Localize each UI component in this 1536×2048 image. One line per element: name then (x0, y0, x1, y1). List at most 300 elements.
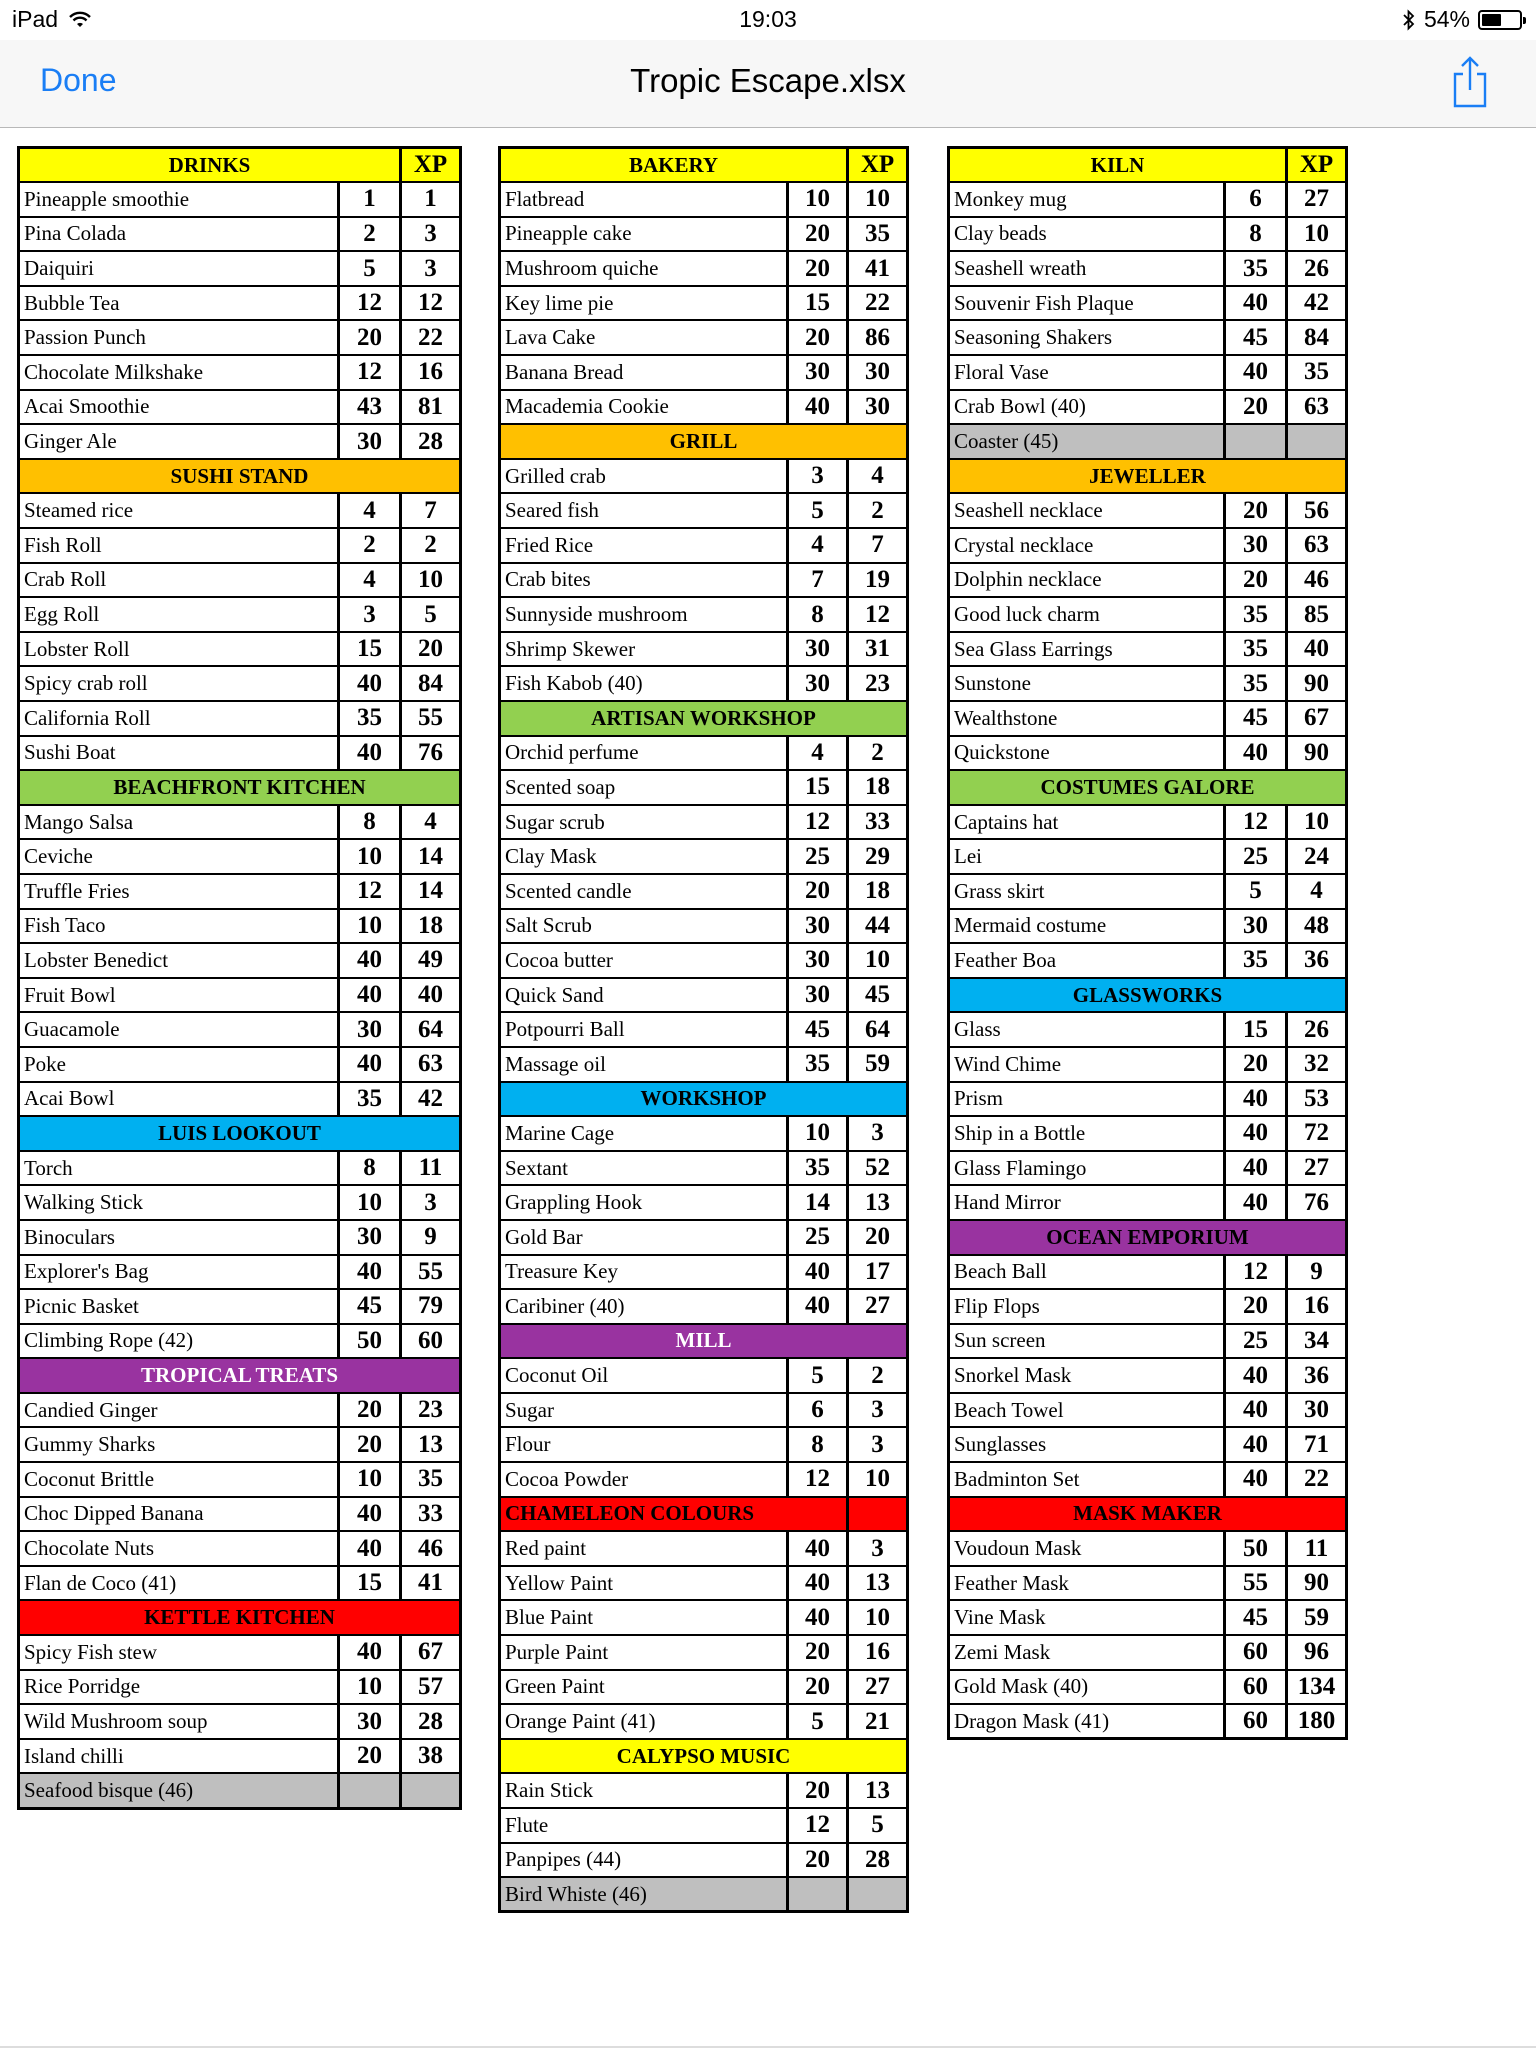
quantity-cell[interactable]: 40 (1225, 1358, 1287, 1393)
item-name-cell[interactable]: Pina Colada (19, 217, 339, 252)
quantity-cell[interactable]: 30 (788, 666, 848, 701)
quantity-cell[interactable]: 40 (339, 666, 401, 701)
quantity-cell[interactable]: 8 (788, 1427, 848, 1462)
quantity-cell[interactable]: 40 (1225, 1116, 1287, 1151)
quantity-cell[interactable]: 45 (1225, 1600, 1287, 1635)
section-title[interactable]: MASK MAKER (949, 1497, 1347, 1532)
quantity-cell[interactable]: 12 (1225, 805, 1287, 840)
quantity-cell[interactable]: 25 (1225, 1324, 1287, 1359)
quantity-cell[interactable]: 40 (339, 736, 401, 771)
quantity-cell[interactable]: 40 (1225, 1082, 1287, 1117)
xp-cell[interactable]: 38 (401, 1739, 461, 1774)
quantity-cell[interactable]: 20 (339, 320, 401, 355)
quantity-cell[interactable]: 20 (1225, 1047, 1287, 1082)
xp-cell[interactable]: 46 (401, 1531, 461, 1566)
item-name-cell[interactable]: Bubble Tea (19, 286, 339, 321)
item-name-cell[interactable]: Seared fish (500, 493, 788, 528)
item-name-cell[interactable]: Orange Paint (41) (500, 1704, 788, 1739)
quantity-cell[interactable]: 12 (339, 286, 401, 321)
item-name-cell[interactable]: Climbing Rope (42) (19, 1324, 339, 1359)
quantity-cell[interactable]: 20 (788, 1843, 848, 1878)
xp-cell[interactable]: 2 (401, 528, 461, 563)
xp-cell[interactable]: 40 (401, 978, 461, 1013)
quantity-cell[interactable] (788, 1877, 848, 1912)
quantity-cell[interactable]: 12 (339, 874, 401, 909)
quantity-cell[interactable]: 40 (1225, 286, 1287, 321)
item-name-cell[interactable]: Scented soap (500, 770, 788, 805)
xp-cell[interactable]: 16 (401, 355, 461, 390)
xp-cell[interactable]: 71 (1287, 1427, 1347, 1462)
xp-cell[interactable] (1287, 424, 1347, 459)
item-name-cell[interactable]: Floral Vase (949, 355, 1225, 390)
section-title[interactable]: MILL (500, 1324, 908, 1359)
quantity-cell[interactable]: 10 (339, 1185, 401, 1220)
item-name-cell[interactable]: Crab Bowl (40) (949, 390, 1225, 425)
xp-cell[interactable]: 34 (1287, 1324, 1347, 1359)
item-name-cell[interactable]: Sugar (500, 1393, 788, 1428)
quantity-cell[interactable]: 2 (339, 217, 401, 252)
xp-cell[interactable]: 85 (1287, 597, 1347, 632)
quantity-cell[interactable]: 10 (339, 1462, 401, 1497)
quantity-cell[interactable]: 15 (788, 770, 848, 805)
quantity-cell[interactable]: 40 (1225, 355, 1287, 390)
item-name-cell[interactable]: Candied Ginger (19, 1393, 339, 1428)
xp-cell[interactable]: 59 (1287, 1600, 1347, 1635)
xp-cell[interactable]: 76 (1287, 1185, 1347, 1220)
item-name-cell[interactable]: Sunnyside mushroom (500, 597, 788, 632)
quantity-cell[interactable]: 5 (1225, 874, 1287, 909)
item-name-cell[interactable]: Coaster (45) (949, 424, 1225, 459)
item-name-cell[interactable]: Torch (19, 1151, 339, 1186)
item-name-cell[interactable]: Flatbread (500, 182, 788, 217)
section-title[interactable]: KETTLE KITCHEN (19, 1600, 461, 1635)
xp-cell[interactable]: 10 (1287, 217, 1347, 252)
xp-cell[interactable]: 72 (1287, 1116, 1347, 1151)
xp-cell[interactable]: 20 (848, 1220, 908, 1255)
xp-cell[interactable]: 81 (401, 390, 461, 425)
quantity-cell[interactable]: 60 (1225, 1670, 1287, 1705)
section-title[interactable]: CHAMELEON COLOURS (500, 1497, 848, 1532)
quantity-cell[interactable]: 20 (1225, 1289, 1287, 1324)
xp-cell[interactable]: 18 (848, 770, 908, 805)
xp-cell[interactable]: 53 (1287, 1082, 1347, 1117)
item-name-cell[interactable]: Grass skirt (949, 874, 1225, 909)
quantity-cell[interactable]: 3 (339, 597, 401, 632)
item-name-cell[interactable]: Monkey mug (949, 182, 1225, 217)
quantity-cell[interactable]: 20 (339, 1393, 401, 1428)
quantity-cell[interactable]: 4 (788, 528, 848, 563)
xp-cell[interactable]: 36 (1287, 1358, 1347, 1393)
quantity-cell[interactable]: 35 (339, 1082, 401, 1117)
xp-cell[interactable]: 19 (848, 563, 908, 598)
quantity-cell[interactable]: 8 (339, 805, 401, 840)
xp-cell[interactable]: 13 (848, 1185, 908, 1220)
xp-header[interactable]: XP (1287, 148, 1347, 183)
xp-cell[interactable]: 18 (848, 874, 908, 909)
quantity-cell[interactable]: 10 (788, 1116, 848, 1151)
xp-cell[interactable]: 7 (401, 493, 461, 528)
quantity-cell[interactable]: 25 (788, 1220, 848, 1255)
item-name-cell[interactable]: Flour (500, 1427, 788, 1462)
item-name-cell[interactable]: Clay Mask (500, 839, 788, 874)
quantity-cell[interactable]: 30 (788, 909, 848, 944)
item-name-cell[interactable]: Purple Paint (500, 1635, 788, 1670)
xp-cell[interactable]: 3 (401, 217, 461, 252)
quantity-cell[interactable]: 20 (1225, 563, 1287, 598)
xp-cell[interactable]: 10 (1287, 805, 1347, 840)
item-name-cell[interactable]: Captains hat (949, 805, 1225, 840)
section-title[interactable]: CALYPSO MUSIC (500, 1739, 908, 1774)
item-name-cell[interactable]: Flute (500, 1808, 788, 1843)
xp-cell[interactable]: 40 (1287, 632, 1347, 667)
item-name-cell[interactable]: Macademia Cookie (500, 390, 788, 425)
xp-cell[interactable]: 10 (848, 1600, 908, 1635)
xp-cell[interactable] (848, 1877, 908, 1912)
xp-cell[interactable]: 10 (401, 563, 461, 598)
xp-header[interactable]: XP (401, 148, 461, 183)
item-name-cell[interactable]: Wild Mushroom soup (19, 1704, 339, 1739)
item-name-cell[interactable]: Fruit Bowl (19, 978, 339, 1013)
item-name-cell[interactable]: Snorkel Mask (949, 1358, 1225, 1393)
item-name-cell[interactable]: Potpourri Ball (500, 1012, 788, 1047)
quantity-cell[interactable] (339, 1773, 401, 1808)
item-name-cell[interactable]: Dolphin necklace (949, 563, 1225, 598)
quantity-cell[interactable]: 20 (788, 874, 848, 909)
item-name-cell[interactable]: Caribiner (40) (500, 1289, 788, 1324)
item-name-cell[interactable]: Seashell wreath (949, 251, 1225, 286)
xp-cell[interactable]: 28 (401, 1704, 461, 1739)
quantity-cell[interactable]: 30 (788, 632, 848, 667)
item-name-cell[interactable]: Panpipes (44) (500, 1843, 788, 1878)
xp-cell[interactable]: 3 (401, 251, 461, 286)
quantity-cell[interactable]: 35 (1225, 943, 1287, 978)
item-name-cell[interactable]: Choc Dipped Banana (19, 1497, 339, 1532)
item-name-cell[interactable]: Salt Scrub (500, 909, 788, 944)
xp-cell[interactable]: 13 (401, 1427, 461, 1462)
item-name-cell[interactable]: Lava Cake (500, 320, 788, 355)
quantity-cell[interactable]: 5 (788, 1704, 848, 1739)
section-title[interactable]: BAKERY (500, 148, 848, 183)
quantity-cell[interactable]: 40 (788, 390, 848, 425)
xp-cell[interactable]: 90 (1287, 1566, 1347, 1601)
quantity-cell[interactable]: 40 (1225, 1427, 1287, 1462)
item-name-cell[interactable]: Ginger Ale (19, 424, 339, 459)
quantity-cell[interactable]: 25 (1225, 839, 1287, 874)
item-name-cell[interactable]: Gold Bar (500, 1220, 788, 1255)
item-name-cell[interactable]: Pineapple cake (500, 217, 788, 252)
quantity-cell[interactable]: 40 (1225, 1393, 1287, 1428)
xp-cell[interactable]: 84 (401, 666, 461, 701)
xp-cell[interactable]: 4 (401, 805, 461, 840)
xp-cell[interactable]: 22 (1287, 1462, 1347, 1497)
quantity-cell[interactable]: 6 (788, 1393, 848, 1428)
section-title[interactable]: KILN (949, 148, 1287, 183)
item-name-cell[interactable]: Rain Stick (500, 1773, 788, 1808)
quantity-cell[interactable]: 4 (788, 736, 848, 771)
quantity-cell[interactable]: 30 (339, 1704, 401, 1739)
xp-cell[interactable]: 90 (1287, 666, 1347, 701)
xp-cell[interactable]: 35 (401, 1462, 461, 1497)
quantity-cell[interactable]: 20 (788, 1670, 848, 1705)
xp-cell[interactable]: 33 (401, 1497, 461, 1532)
item-name-cell[interactable]: Chocolate Milkshake (19, 355, 339, 390)
done-button[interactable]: Done (40, 62, 117, 98)
item-name-cell[interactable]: Ceviche (19, 839, 339, 874)
xp-cell[interactable]: 79 (401, 1289, 461, 1324)
xp-cell[interactable]: 7 (848, 528, 908, 563)
xp-cell[interactable]: 29 (848, 839, 908, 874)
quantity-cell[interactable]: 43 (339, 390, 401, 425)
quantity-cell[interactable]: 15 (788, 286, 848, 321)
item-name-cell[interactable]: Feather Mask (949, 1566, 1225, 1601)
xp-cell[interactable]: 27 (1287, 1151, 1347, 1186)
quantity-cell[interactable]: 12 (339, 355, 401, 390)
item-name-cell[interactable]: Walking Stick (19, 1185, 339, 1220)
xp-cell[interactable]: 14 (401, 839, 461, 874)
item-name-cell[interactable]: Green Paint (500, 1670, 788, 1705)
xp-cell[interactable]: 4 (1287, 874, 1347, 909)
xp-cell[interactable]: 2 (848, 1358, 908, 1393)
quantity-cell[interactable]: 5 (788, 493, 848, 528)
quantity-cell[interactable]: 12 (788, 1808, 848, 1843)
xp-cell[interactable]: 16 (1287, 1289, 1347, 1324)
quantity-cell[interactable]: 10 (339, 909, 401, 944)
section-title[interactable]: OCEAN EMPORIUM (949, 1220, 1347, 1255)
item-name-cell[interactable]: Shrimp Skewer (500, 632, 788, 667)
quantity-cell[interactable]: 30 (339, 424, 401, 459)
xp-cell[interactable]: 46 (1287, 563, 1347, 598)
item-name-cell[interactable]: Coconut Oil (500, 1358, 788, 1393)
item-name-cell[interactable]: Crab bites (500, 563, 788, 598)
quantity-cell[interactable]: 8 (788, 597, 848, 632)
quantity-cell[interactable]: 10 (339, 1670, 401, 1705)
quantity-cell[interactable]: 15 (1225, 1012, 1287, 1047)
quantity-cell[interactable]: 40 (339, 978, 401, 1013)
item-name-cell[interactable]: Mushroom quiche (500, 251, 788, 286)
item-name-cell[interactable]: Lobster Roll (19, 632, 339, 667)
xp-cell[interactable]: 35 (848, 217, 908, 252)
quantity-cell[interactable]: 20 (788, 1773, 848, 1808)
item-name-cell[interactable]: Dragon Mask (41) (949, 1704, 1225, 1739)
quantity-cell[interactable]: 4 (339, 493, 401, 528)
item-name-cell[interactable]: Clay beads (949, 217, 1225, 252)
quantity-cell[interactable]: 30 (788, 943, 848, 978)
xp-cell[interactable]: 5 (401, 597, 461, 632)
xp-cell[interactable]: 33 (848, 805, 908, 840)
quantity-cell[interactable]: 55 (1225, 1566, 1287, 1601)
item-name-cell[interactable]: Sextant (500, 1151, 788, 1186)
quantity-cell[interactable]: 35 (1225, 597, 1287, 632)
quantity-cell[interactable]: 20 (1225, 390, 1287, 425)
item-name-cell[interactable]: Yellow Paint (500, 1566, 788, 1601)
section-title[interactable]: GLASSWORKS (949, 978, 1347, 1013)
spreadsheet-view[interactable] (0, 128, 1536, 2048)
xp-cell[interactable]: 52 (848, 1151, 908, 1186)
xp-cell[interactable]: 41 (401, 1566, 461, 1601)
item-name-cell[interactable]: Badminton Set (949, 1462, 1225, 1497)
item-name-cell[interactable]: Daiquiri (19, 251, 339, 286)
item-name-cell[interactable]: Voudoun Mask (949, 1531, 1225, 1566)
xp-cell[interactable]: 23 (401, 1393, 461, 1428)
quantity-cell[interactable]: 14 (788, 1185, 848, 1220)
xp-header[interactable] (848, 1497, 908, 1532)
xp-cell[interactable]: 67 (1287, 701, 1347, 736)
xp-cell[interactable]: 32 (1287, 1047, 1347, 1082)
section-title[interactable]: TROPICAL TREATS (19, 1358, 461, 1393)
xp-cell[interactable]: 3 (848, 1531, 908, 1566)
xp-cell[interactable]: 2 (848, 493, 908, 528)
quantity-cell[interactable]: 40 (788, 1531, 848, 1566)
quantity-cell[interactable]: 4 (339, 563, 401, 598)
item-name-cell[interactable]: Gummy Sharks (19, 1427, 339, 1462)
item-name-cell[interactable]: Quickstone (949, 736, 1225, 771)
item-name-cell[interactable]: Fish Roll (19, 528, 339, 563)
quantity-cell[interactable]: 20 (788, 251, 848, 286)
item-name-cell[interactable]: Steamed rice (19, 493, 339, 528)
xp-cell[interactable]: 76 (401, 736, 461, 771)
xp-cell[interactable]: 18 (401, 909, 461, 944)
item-name-cell[interactable]: Fish Taco (19, 909, 339, 944)
item-name-cell[interactable]: Beach Towel (949, 1393, 1225, 1428)
xp-cell[interactable]: 9 (1287, 1255, 1347, 1290)
xp-cell[interactable]: 27 (848, 1289, 908, 1324)
item-name-cell[interactable]: Marine Cage (500, 1116, 788, 1151)
item-name-cell[interactable]: Guacamole (19, 1012, 339, 1047)
xp-cell[interactable]: 13 (848, 1773, 908, 1808)
item-name-cell[interactable]: Cocoa Powder (500, 1462, 788, 1497)
section-title[interactable]: ARTISAN WORKSHOP (500, 701, 908, 736)
xp-cell[interactable]: 42 (401, 1082, 461, 1117)
item-name-cell[interactable]: Mermaid costume (949, 909, 1225, 944)
item-name-cell[interactable]: Island chilli (19, 1739, 339, 1774)
item-name-cell[interactable]: Sun screen (949, 1324, 1225, 1359)
quantity-cell[interactable]: 40 (1225, 1462, 1287, 1497)
xp-cell[interactable]: 3 (848, 1393, 908, 1428)
xp-cell[interactable]: 63 (1287, 390, 1347, 425)
quantity-cell[interactable]: 7 (788, 563, 848, 598)
item-name-cell[interactable]: Grilled crab (500, 459, 788, 494)
xp-cell[interactable]: 30 (848, 355, 908, 390)
xp-cell[interactable]: 67 (401, 1635, 461, 1670)
xp-cell[interactable]: 44 (848, 909, 908, 944)
item-name-cell[interactable]: Banana Bread (500, 355, 788, 390)
section-title[interactable]: WORKSHOP (500, 1082, 908, 1117)
quantity-cell[interactable]: 20 (788, 1635, 848, 1670)
quantity-cell[interactable]: 50 (1225, 1531, 1287, 1566)
xp-cell[interactable]: 4 (848, 459, 908, 494)
xp-cell[interactable]: 30 (848, 390, 908, 425)
item-name-cell[interactable]: Poke (19, 1047, 339, 1082)
xp-cell[interactable] (401, 1773, 461, 1808)
quantity-cell[interactable]: 8 (339, 1151, 401, 1186)
xp-cell[interactable]: 13 (848, 1566, 908, 1601)
quantity-cell[interactable]: 35 (1225, 666, 1287, 701)
xp-cell[interactable]: 180 (1287, 1704, 1347, 1739)
item-name-cell[interactable]: Blue Paint (500, 1600, 788, 1635)
item-name-cell[interactable]: Cocoa butter (500, 943, 788, 978)
quantity-cell[interactable]: 15 (339, 632, 401, 667)
quantity-cell[interactable]: 35 (1225, 251, 1287, 286)
quantity-cell[interactable]: 50 (339, 1324, 401, 1359)
item-name-cell[interactable]: Chocolate Nuts (19, 1531, 339, 1566)
item-name-cell[interactable]: Coconut Brittle (19, 1462, 339, 1497)
quantity-cell[interactable]: 45 (1225, 320, 1287, 355)
xp-cell[interactable]: 64 (401, 1012, 461, 1047)
quantity-cell[interactable]: 40 (339, 1635, 401, 1670)
quantity-cell[interactable]: 40 (339, 1531, 401, 1566)
quantity-cell[interactable] (1225, 424, 1287, 459)
xp-cell[interactable]: 56 (1287, 493, 1347, 528)
xp-cell[interactable]: 35 (1287, 355, 1347, 390)
xp-cell[interactable]: 3 (401, 1185, 461, 1220)
quantity-cell[interactable]: 45 (1225, 701, 1287, 736)
xp-cell[interactable]: 63 (401, 1047, 461, 1082)
quantity-cell[interactable]: 20 (1225, 493, 1287, 528)
xp-cell[interactable]: 27 (848, 1670, 908, 1705)
item-name-cell[interactable]: Good luck charm (949, 597, 1225, 632)
quantity-cell[interactable]: 30 (788, 355, 848, 390)
section-title[interactable]: GRILL (500, 424, 908, 459)
xp-cell[interactable]: 12 (848, 597, 908, 632)
xp-cell[interactable]: 86 (848, 320, 908, 355)
quantity-cell[interactable]: 12 (1225, 1255, 1287, 1290)
section-title[interactable]: LUIS LOOKOUT (19, 1116, 461, 1151)
quantity-cell[interactable]: 45 (339, 1289, 401, 1324)
item-name-cell[interactable]: Key lime pie (500, 286, 788, 321)
xp-cell[interactable]: 49 (401, 943, 461, 978)
xp-cell[interactable]: 10 (848, 1462, 908, 1497)
xp-cell[interactable]: 12 (401, 286, 461, 321)
item-name-cell[interactable]: Sunstone (949, 666, 1225, 701)
quantity-cell[interactable]: 5 (788, 1358, 848, 1393)
item-name-cell[interactable]: Spicy crab roll (19, 666, 339, 701)
item-name-cell[interactable]: Fish Kabob (40) (500, 666, 788, 701)
xp-cell[interactable]: 55 (401, 701, 461, 736)
quantity-cell[interactable]: 3 (788, 459, 848, 494)
item-name-cell[interactable]: Passion Punch (19, 320, 339, 355)
section-title[interactable]: DRINKS (19, 148, 401, 183)
item-name-cell[interactable]: Scented candle (500, 874, 788, 909)
item-name-cell[interactable]: Sea Glass Earrings (949, 632, 1225, 667)
xp-cell[interactable]: 14 (401, 874, 461, 909)
section-title[interactable]: JEWELLER (949, 459, 1347, 494)
xp-cell[interactable]: 11 (1287, 1531, 1347, 1566)
xp-cell[interactable]: 9 (401, 1220, 461, 1255)
quantity-cell[interactable]: 35 (788, 1047, 848, 1082)
item-name-cell[interactable]: Spicy Fish stew (19, 1635, 339, 1670)
xp-cell[interactable]: 59 (848, 1047, 908, 1082)
quantity-cell[interactable]: 40 (339, 943, 401, 978)
xp-cell[interactable]: 22 (848, 286, 908, 321)
quantity-cell[interactable]: 2 (339, 528, 401, 563)
quantity-cell[interactable]: 10 (788, 182, 848, 217)
xp-cell[interactable]: 10 (848, 182, 908, 217)
quantity-cell[interactable]: 40 (788, 1566, 848, 1601)
item-name-cell[interactable]: Mango Salsa (19, 805, 339, 840)
quantity-cell[interactable]: 30 (339, 1220, 401, 1255)
xp-cell[interactable]: 36 (1287, 943, 1347, 978)
item-name-cell[interactable]: Massage oil (500, 1047, 788, 1082)
item-name-cell[interactable]: Sugar scrub (500, 805, 788, 840)
xp-cell[interactable]: 64 (848, 1012, 908, 1047)
quantity-cell[interactable]: 30 (1225, 528, 1287, 563)
quantity-cell[interactable]: 40 (788, 1600, 848, 1635)
xp-header[interactable]: XP (848, 148, 908, 183)
item-name-cell[interactable]: Truffle Fries (19, 874, 339, 909)
section-title[interactable]: BEACHFRONT KITCHEN (19, 770, 461, 805)
item-name-cell[interactable]: Crab Roll (19, 563, 339, 598)
quantity-cell[interactable]: 45 (788, 1012, 848, 1047)
